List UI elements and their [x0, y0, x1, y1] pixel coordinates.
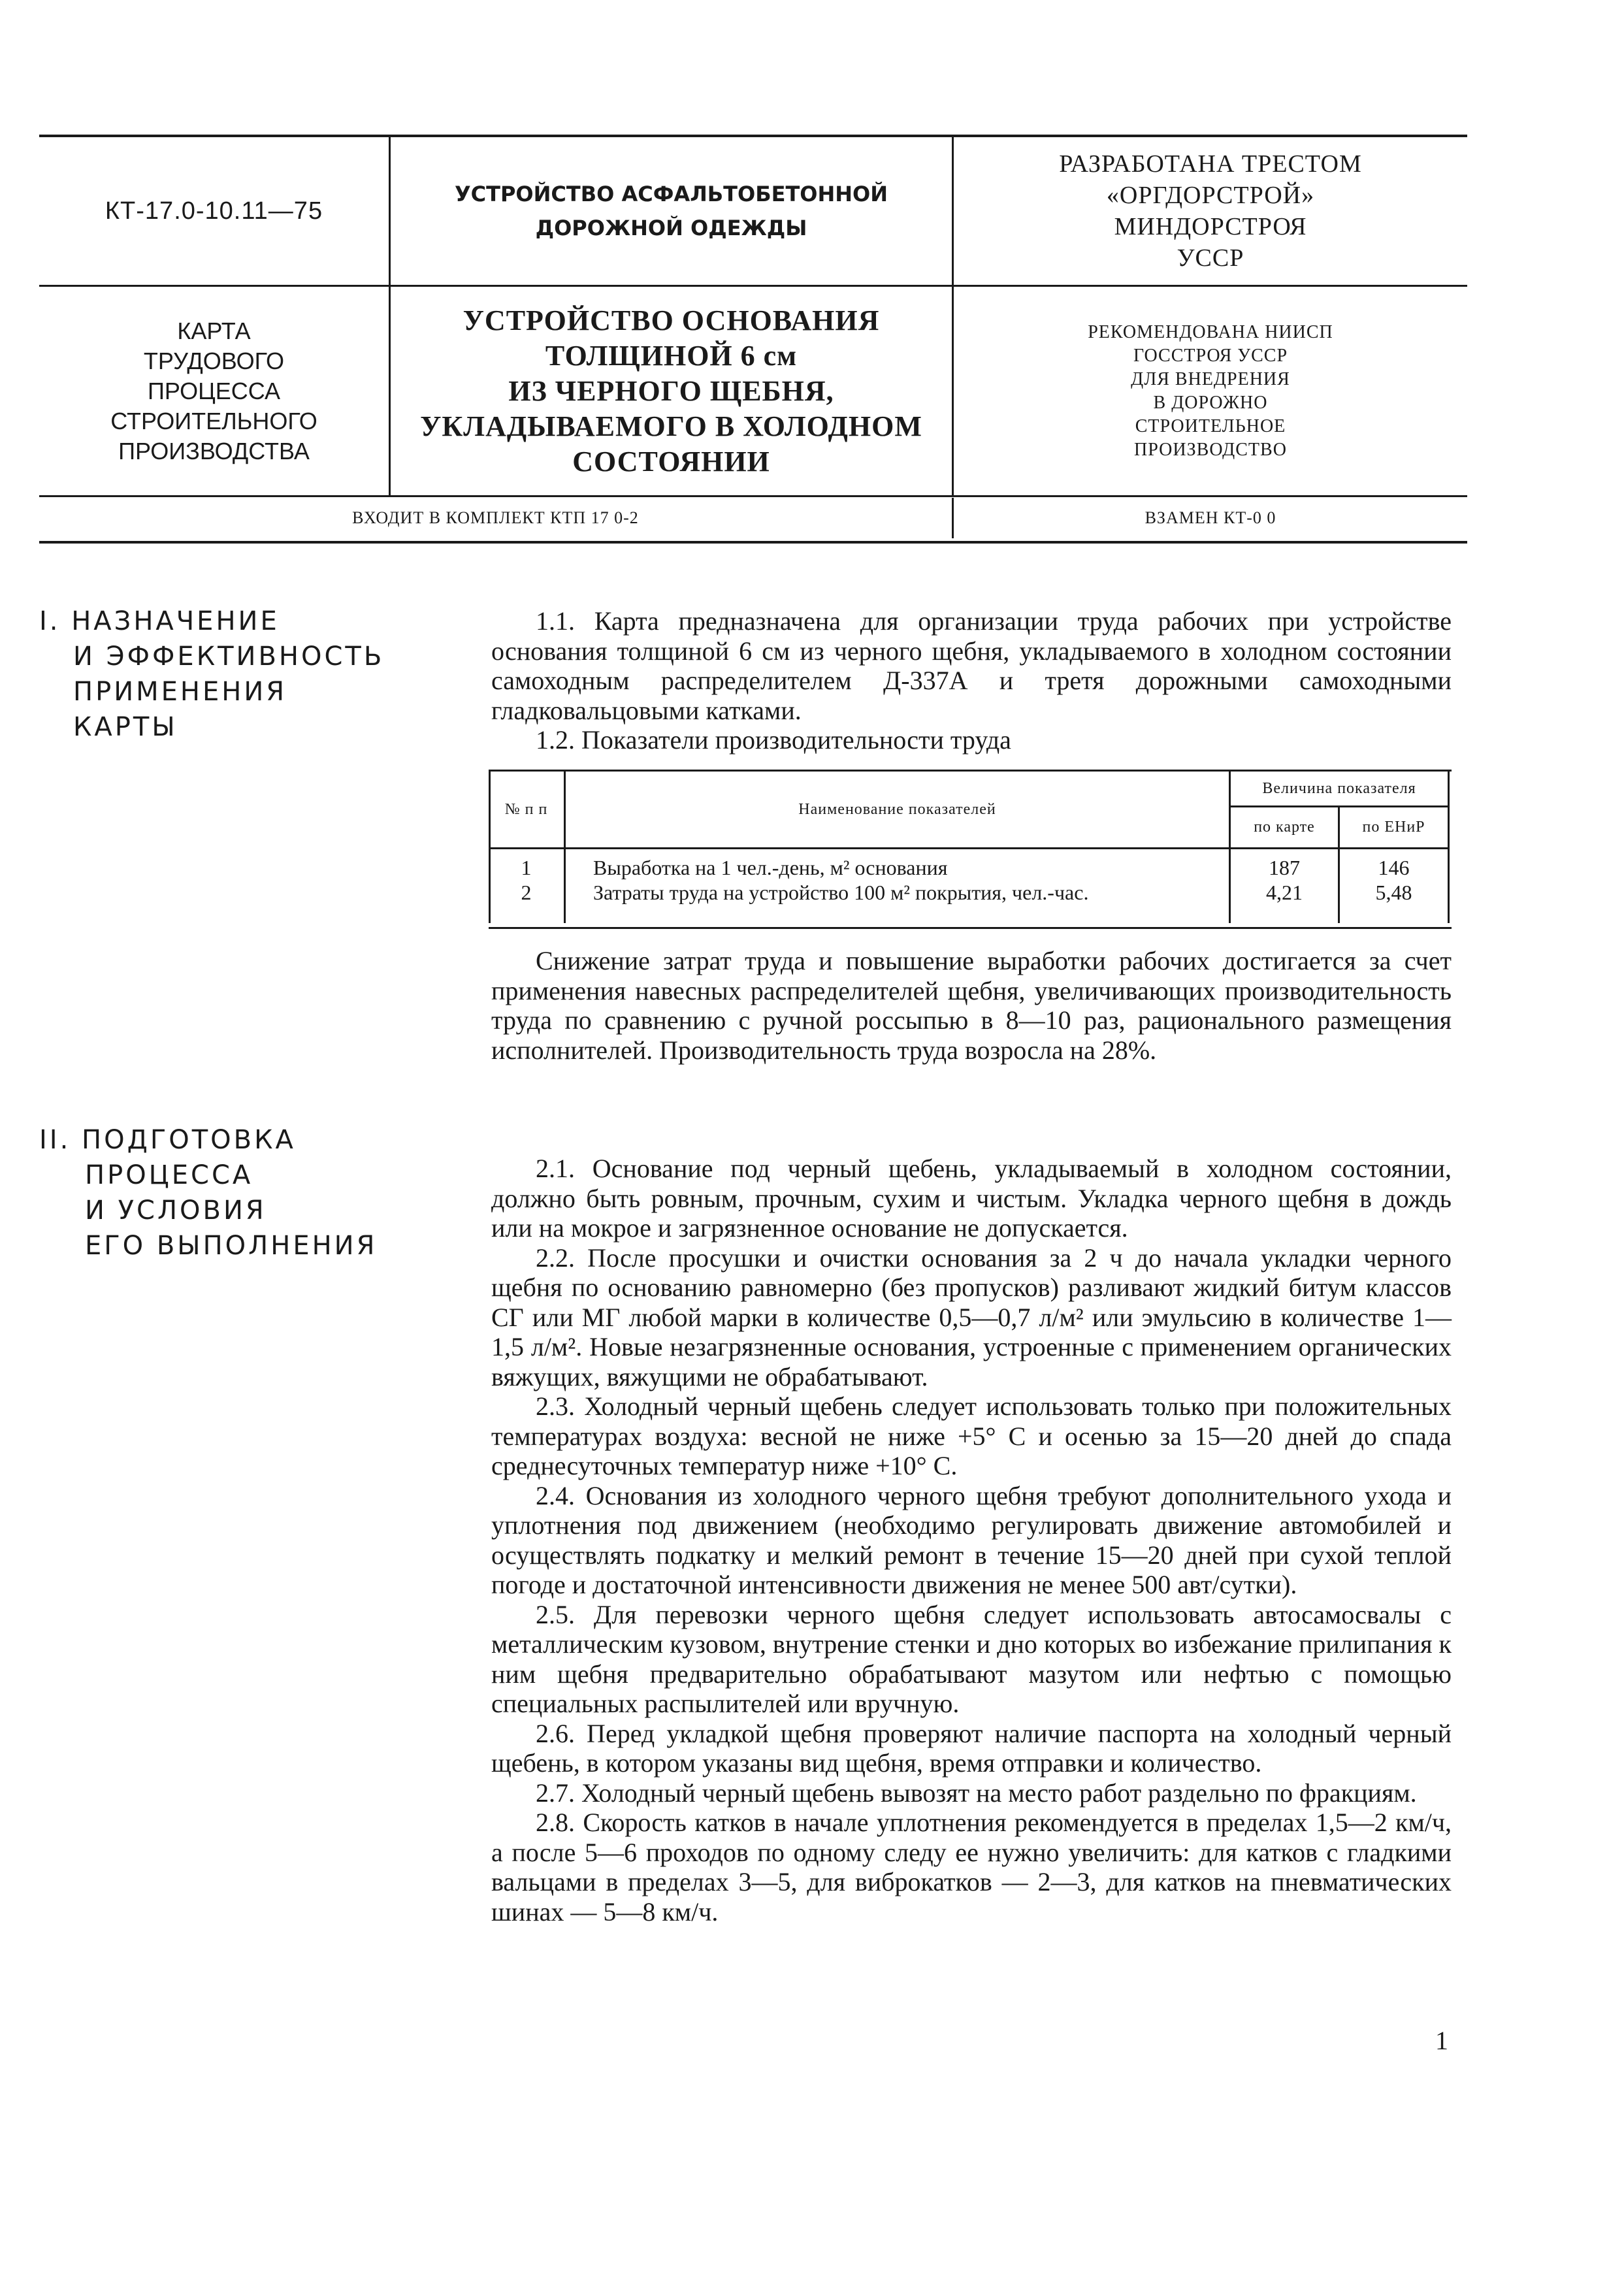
paragraph-2-5: 2.5. Для перевозки черного щебня следует использовать автосамосвалы с металлическим кузовом, внутрение стенки и дно которых во избежание прилипания к ним щебня предварительно обрабатывают мазутом или нефтью с помощью специальных распылителей или вручную. — [491, 1599, 1452, 1718]
recommendation-line: ПРОИЗВОДСТВО — [1134, 439, 1287, 460]
document-category — [391, 137, 952, 285]
developer-line: УССР — [1177, 244, 1244, 272]
included-in-set: ВХОДИТ В КОМПЛЕКТ КТП 17 0-2 — [352, 508, 639, 527]
card-type — [39, 287, 389, 495]
title-line: СОСТОЯНИИ — [572, 445, 770, 478]
row-enir-value: 5,48 — [1375, 881, 1412, 904]
row-card-value: 187 — [1269, 856, 1300, 879]
table-header-name: Наименование показателей — [798, 800, 996, 818]
page-number: 1 — [1435, 2026, 1448, 2055]
category-line: УСТРОЙСТВО АСФАЛЬТОБЕТОННОЙ — [454, 182, 888, 206]
section-2-body — [491, 1154, 1452, 1927]
heading-line: И УСЛОВИЯ — [85, 1195, 267, 1226]
table-header-card: по карте — [1254, 819, 1315, 836]
table-header-enir: по ЕНиР — [1362, 819, 1425, 836]
recommendation-line: В ДОРОЖНО — [1153, 392, 1268, 413]
recommendation-line: РЕКОМЕНДОВАНА НИИСП — [1088, 321, 1333, 342]
paragraph-1-3: Снижение затрат труда и повышение выработки рабочих достигается за счет применения навесных распределителей щебня, увеличивающих производительность труда по сравнению с ручной россыпью в 8—10 раз, рационального размещения исполнителей. Производительность труда возросла на 28%. — [491, 946, 1452, 1065]
heading-line: II. ПОДГОТОВКА — [39, 1125, 296, 1155]
developer-line: РАЗРАБОТАНА ТРЕСТОМ — [1059, 150, 1362, 178]
developer-info — [954, 137, 1467, 285]
title-line: ИЗ ЧЕРНОГО ЩЕБНЯ, — [508, 374, 834, 407]
row-name: Затраты труда на устройство 100 м² покрытия, чел.-час. — [593, 881, 1089, 904]
developer-line: «ОРГДОРСТРОЙ» — [1106, 182, 1315, 209]
table-border — [489, 847, 1450, 849]
card-type-line: КАРТА — [177, 317, 251, 344]
card-type-line: СТРОИТЕЛЬНОГО — [110, 407, 317, 434]
section-2-heading — [39, 1122, 377, 1263]
section-1-intro — [491, 606, 1452, 755]
recommendation-line: ДЛЯ ВНЕДРЕНИЯ — [1131, 368, 1290, 389]
row-card-value: 4,21 — [1266, 881, 1303, 904]
paragraph-1-2: 1.2. Показатели производительности труда — [536, 725, 1011, 755]
heading-line: ПРОЦЕССА — [85, 1160, 253, 1190]
heading-line: ЕГО ВЫПОЛНЕНИЯ — [85, 1231, 378, 1261]
developer-line: МИНДОРСТРОЯ — [1114, 213, 1307, 240]
header-block — [39, 135, 1467, 544]
row-enir-value: 146 — [1378, 856, 1410, 879]
row-num: 1 — [521, 856, 532, 879]
recommendation-info — [954, 287, 1467, 495]
row-num: 2 — [521, 881, 532, 904]
table-header-num: № п п — [504, 800, 548, 818]
title-line: УКЛАДЫВАЕМОГО В ХОЛОДНОМ — [420, 410, 922, 442]
productivity-table — [489, 770, 1452, 929]
paragraph-2-6: 2.6. Перед укладкой щебня проверяют наличие паспорта на холодный черный щебень, в котором указаны вид щебня, время отправки и количество. — [491, 1718, 1452, 1778]
category-line: ДОРОЖНОЙ ОДЕЖДЫ — [535, 216, 807, 240]
heading-line: КАРТЫ — [73, 712, 178, 742]
title-line: УСТРОЙСТВО ОСНОВАНИЯ — [463, 304, 880, 336]
heading-line: ПРИМЕНЕНИЯ — [73, 677, 287, 707]
section-1-heading — [39, 604, 384, 745]
document-title — [391, 287, 952, 495]
row-name: Выработка на 1 чел.-день, м² основания — [593, 856, 948, 879]
card-type-line: ПРОИЗВОДСТВА — [118, 437, 310, 464]
table-header-value: Величина показателя — [1262, 779, 1416, 797]
recommendation-line: ГОССТРОЯ УССР — [1133, 345, 1288, 366]
replaces-info: ВЗАМЕН КТ-0 0 — [1145, 508, 1276, 527]
heading-line: I. НАЗНАЧЕНИЕ — [39, 606, 280, 636]
paragraph-2-1: 2.1. Основание под черный щебень, укладываемый в холодном состоянии, должно быть ровным, прочным, сухим и чистым. Укладка черного щебня в дождь или на мокрое и загрязненное основание не допускается. — [491, 1154, 1452, 1243]
card-type-line: ТРУДОВОГО — [143, 347, 285, 374]
document-code: КТ-17.0-10.11—75 — [105, 197, 323, 225]
paragraph-2-7: 2.7. Холодный черный щебень вывозят на место работ раздельно по фракциям. — [536, 1778, 1417, 1808]
paragraph-2-3: 2.3. Холодный черный щебень следует использовать только при положительных температурах воздуха: весной не ниже +5° С и осенью за 15—20 дней до спада среднесуточных температур ниже +10° С. — [491, 1391, 1452, 1480]
heading-line: И ЭФФЕКТИВНОСТЬ — [73, 642, 385, 672]
card-type-line: ПРОЦЕССА — [148, 377, 280, 404]
paragraph-2-4: 2.4. Основания из холодного черного щебня требуют дополнительного ухода и уплотнения под движением (необходимо регулировать движение автомобилей и осуществлять подкатку и мелкий ремонт в течение 15—20 дней при сухой теплой погоде и достаточной интенсивности движения не менее 500 авт/сутки). — [491, 1480, 1452, 1599]
section-1-conclusion — [491, 946, 1452, 1065]
paragraph-2-2: 2.2. После просушки и очистки основания за 2 ч до начала укладки черного щебня по основанию равномерно (без пропусков) разливают жидкий битум классов СГ или МГ любой марки в количестве 0,5—0,7 л/м² или эмульсию в количестве 1—1,5 л/м². Новые незагрязненные основания, устроенные с применением органических вяжущих, вяжущими не обрабатывают. — [491, 1243, 1452, 1391]
paragraph-1-1: 1.1. Карта предназначена для организации труда рабочих при устройстве основания толщиной 6 см из черного щебня, укладываемого в холодном состоянии самоходным распределителем Д-337А и третя дорожными самоходными гладковальцовыми катками. — [491, 606, 1452, 725]
paragraph-2-8: 2.8. Скорость катков в начале уплотнения рекомендуется в пределах 1,5—2 км/ч, а после 5—6 проходов по одному следу ее нужно увеличить: для катков с гладкими вальцами в пределах 3—5, для виброкатков — 2—3, для катков на пневматических шинах — 5—8 км/ч. — [491, 1808, 1452, 1927]
title-line: ТОЛЩИНОЙ 6 см — [545, 339, 798, 372]
recommendation-line: СТРОИТЕЛЬНОЕ — [1135, 415, 1286, 436]
